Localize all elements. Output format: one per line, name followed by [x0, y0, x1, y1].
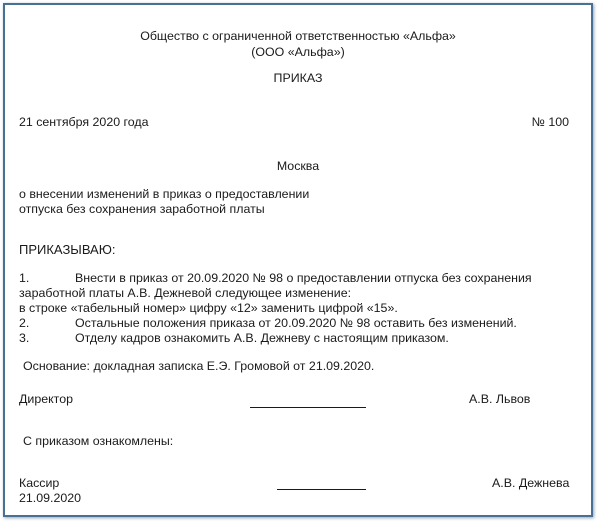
org-short-name: (ООО «Альфа») — [251, 45, 345, 59]
item-text: Внести в приказ от 20.09.2020 № 98 о предоставлении отпуска без сохранения — [75, 271, 532, 285]
document-page — [3, 3, 593, 517]
subject-line-2: отпуска без сохранения заработной платы — [19, 202, 265, 216]
basis-text: Основание: докладная записка Е.Э. Громовой от 21.09.2020. — [23, 359, 375, 373]
subject-line-1: о внесении изменений в приказ о предоставлении — [19, 187, 310, 201]
item-continuation: заработной платы А.В. Дежневой следующее изменение: — [19, 286, 352, 300]
item-number: 1. — [19, 271, 30, 285]
list-item — [19, 316, 517, 331]
city: Москва — [276, 159, 320, 173]
order-date: 21 сентября 2020 года — [19, 115, 149, 129]
document-title: ПРИКАЗ — [273, 71, 323, 85]
signature-line — [250, 407, 366, 408]
employee-name: А.В. Дежнева — [492, 476, 570, 490]
acquainted-heading: С приказом ознакомлены: — [23, 434, 174, 448]
list-item — [19, 271, 532, 286]
employee-signature-line — [277, 489, 366, 490]
item-number: 2. — [19, 316, 30, 330]
signer-name: А.В. Львов — [469, 392, 531, 406]
order-number: № 100 — [531, 115, 569, 129]
org-name: Общество с ограниченной ответственностью «Альфа» — [140, 29, 456, 43]
employee-sign-date: 21.09.2020 — [19, 491, 82, 505]
item-number: 3. — [19, 331, 30, 345]
order-heading: ПРИКАЗЫВАЮ: — [19, 242, 116, 257]
item-text: Отделу кадров ознакомить А.В. Дежневу с настоящим приказом. — [75, 331, 449, 345]
item-continuation: в строке «табельный номер» цифру «12» заменить цифрой «15». — [19, 301, 398, 315]
list-item — [19, 331, 449, 346]
employee-position: Кассир — [19, 476, 60, 490]
item-text: Остальные положения приказа от 20.09.2020 № 98 оставить без изменений. — [75, 316, 517, 330]
signer-position: Директор — [19, 392, 73, 406]
